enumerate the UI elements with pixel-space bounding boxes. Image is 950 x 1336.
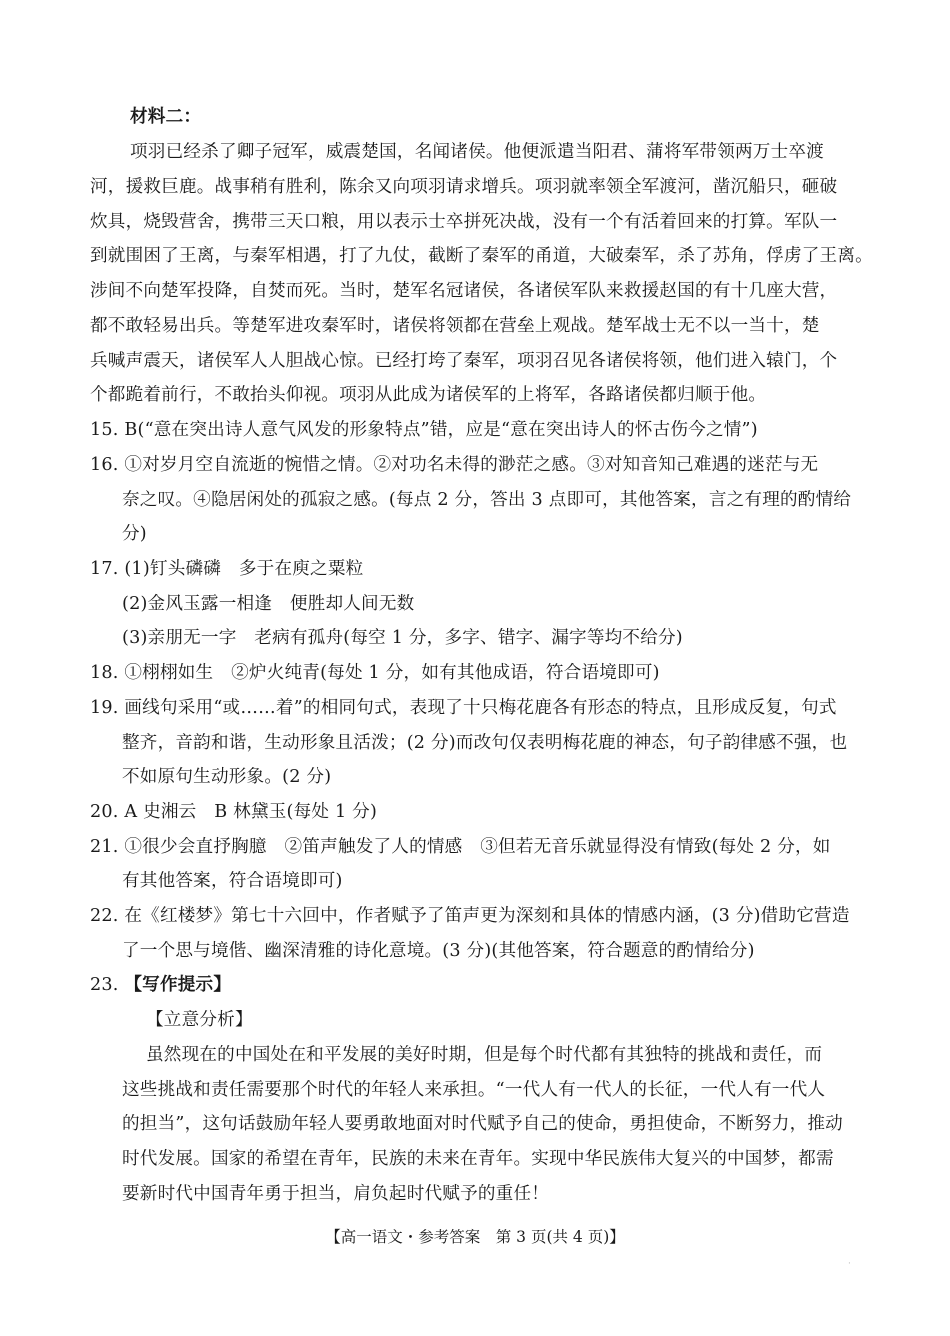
page-footer: 【高一语文・参考答案 第 3 页(共 4 页)】 — [325, 1228, 625, 1246]
answer-19-line-2: 整齐，音韵和谐，生动形象且活泼；(2 分)而改句仅表明梅花鹿的神态，句子韵律感不强，也 — [122, 733, 848, 753]
answer-23-heading — [90, 971, 231, 996]
material-two-line-8: 个都跪着前行，不敢抬头仰视。项羽从此成为诸侯军的上将军，各路诸侯都归顺于他。 — [90, 385, 767, 405]
answer-17-line-1: 17. (1)钉头磷磷 多于在庾之粟粒 — [90, 559, 364, 579]
material-two-line-3: 炊具，烧毁营舍，携带三天口粮，用以表示士卒拼死决战，没有一个有活着回来的打算。军队一 — [90, 212, 838, 232]
analysis-line-4: 时代发展。国家的希望在青年，民族的未来在青年。实现中华民族伟大复兴的中国梦，都需 — [122, 1149, 834, 1169]
answer-16-line-1: 16. ①对岁月空自流逝的惋惜之情。②对功名未得的渺茫之感。③对知音知己难遇的迷茫与无 — [90, 455, 819, 475]
material-two-line-2: 河，援救巨鹿。战事稍有胜利，陈余又向项羽请求增兵。项羽就率领全军渡河，凿沉船只，砸破 — [90, 177, 838, 197]
answer-17-line-2: (2)金风玉露一相逢 便胜却人间无数 — [122, 594, 415, 614]
analysis-line-5: 要新时代中国青年勇于担当，肩负起时代赋予的重任！ — [122, 1184, 550, 1204]
answer-19-line-1: 19. 画线句采用“或……着”的相同句式，表现了十只梅花鹿各有形态的特点，且形成反复，句式 — [90, 698, 837, 718]
analysis-line-3: 的担当”，这句话鼓励年轻人要勇敢地面对时代赋予自己的使命，勇担使命，不断努力，推动 — [122, 1114, 843, 1134]
material-two-line-6: 都不敢轻易出兵。等楚军进攻秦军时，诸侯将领都在营垒上观战。楚军战士无不以一当十，楚 — [90, 316, 820, 336]
answer-19-line-3: 不如原句生动形象。(2 分) — [122, 767, 332, 787]
answer-21-line-2: 有其他答案，符合语境即可) — [122, 871, 343, 891]
answer-21-line-1: 21. ①很少会直抒胸臆 ②笛声触发了人的情感 ③但若无音乐就显得没有情致(每处 2 分，如 — [90, 837, 831, 857]
material-two-line-5: 涉间不向楚军投降，自焚而死。当时，楚军名冠诸侯，各诸侯军队来救援赵国的有十几座大营， — [90, 281, 838, 301]
material-two-heading: 材料二： — [130, 107, 202, 127]
answer-17-line-3: (3)亲朋无一字 老病有孤舟(每空 1 分，多字、错字、漏字等均不给分) — [122, 628, 683, 648]
answer-22-line-1: 22. 在《红楼梦》第七十六回中，作者赋予了笛声更为深刻和具体的情感内涵，(3 分)借助它营造 — [90, 906, 850, 926]
analysis-line-2: 这些挑战和责任需要那个时代的年轻人来承担。“一代人有一代人的长征，一代人有一代人 — [122, 1080, 826, 1100]
theme-analysis-heading: 【立意分析】 — [146, 1010, 253, 1030]
answer-23-number: 23. — [90, 975, 125, 995]
answer-16-line-3: 分) — [122, 524, 147, 544]
footer-mark: · — [848, 1259, 851, 1269]
answer-16-line-2: 奈之叹。④隐居闲处的孤寂之感。(每点 2 分，答出 3 点即可，其他答案，言之有理的酌情给 — [122, 490, 852, 510]
material-two-line-7: 兵喊声震天，诸侯军人人胆战心惊。已经打垮了秦军，项羽召见各诸侯将领，他们进入辕门，个 — [90, 351, 838, 371]
material-two-line-1: 项羽已经杀了卿子冠军，威震楚国，名闻诸侯。他便派遣当阳君、蒲将军带领两万士卒渡 — [130, 142, 824, 162]
answer-20: 20. A 史湘云 B 林黛玉(每处 1 分) — [90, 802, 378, 822]
answer-15: 15. B(“意在突出诗人意气风发的形象特点”错，应是“意在突出诗人的怀古伤今之情”) — [90, 420, 758, 440]
answer-22-line-2: 了一个思与境偕、幽深清雅的诗化意境。(3 分)(其他答案，符合题意的酌情给分) — [122, 941, 755, 961]
answer-18: 18. ①栩栩如生 ②炉火纯青(每处 1 分，如有其他成语，符合语境即可) — [90, 663, 660, 683]
material-two-line-4: 到就围困了王离，与秦军相遇，打了九仗，截断了秦军的甬道，大破秦军，杀了苏角，俘虏了王离。 — [90, 246, 873, 266]
analysis-line-1: 虽然现在的中国处在和平发展的美好时期，但是每个时代都有其独特的挑战和责任，而 — [146, 1045, 823, 1065]
writing-tips-heading: 【写作提示】 — [124, 975, 232, 995]
